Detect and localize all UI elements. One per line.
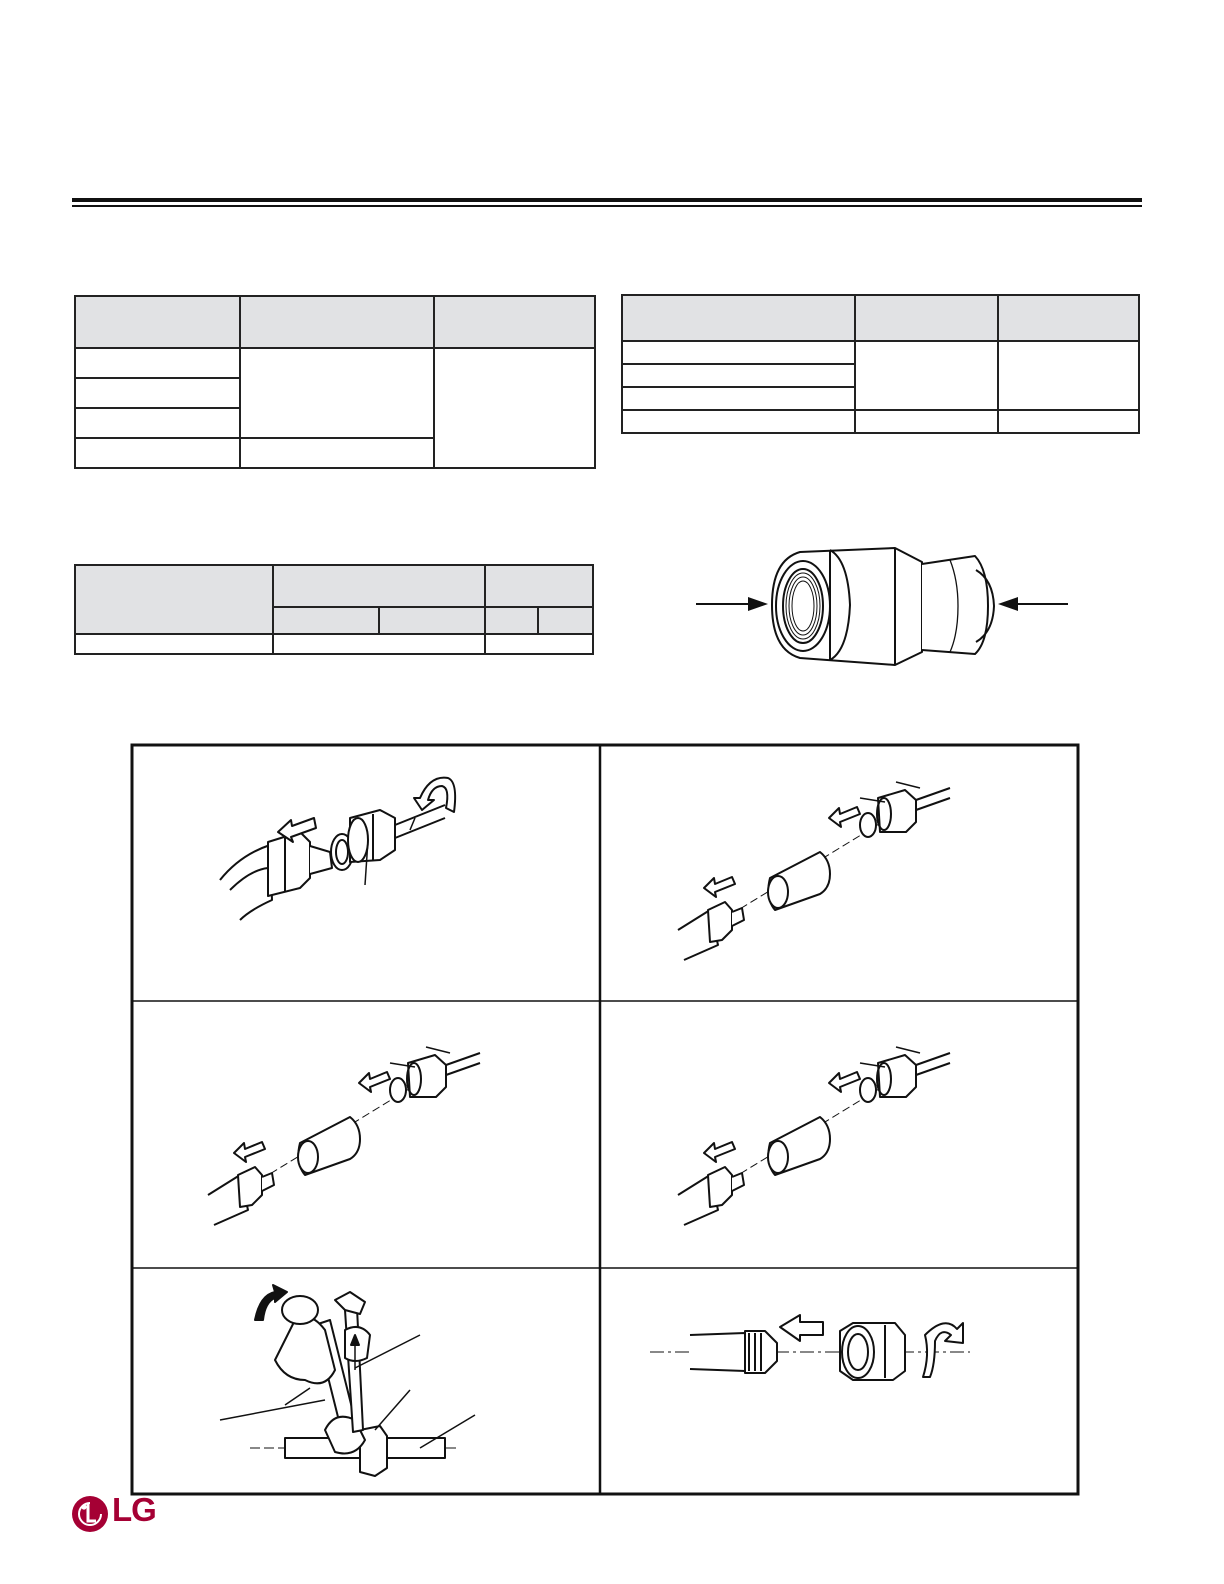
table-cell	[998, 410, 1139, 433]
table-row	[622, 341, 1139, 364]
step-panel-2	[670, 770, 960, 970]
table-cell	[240, 438, 434, 468]
gasket	[860, 1078, 876, 1102]
flare-nut	[408, 1055, 446, 1097]
table-header-cell	[485, 607, 538, 634]
table-cell	[485, 634, 593, 654]
table-cell	[240, 348, 434, 438]
table-header-cell	[75, 296, 240, 348]
table-header-cell	[998, 295, 1139, 341]
brand-logo-text: LG	[112, 1491, 156, 1528]
flare-fitting	[708, 902, 732, 942]
table-cell	[75, 634, 273, 654]
table-header-cell	[485, 565, 593, 607]
tube	[690, 1333, 745, 1371]
flare-nut	[878, 790, 916, 832]
header-rule-thin	[72, 205, 1142, 207]
step-panel-5	[215, 1280, 485, 1480]
table-header-cell	[855, 295, 998, 341]
table-cell	[622, 364, 855, 387]
table-header-cell	[273, 607, 379, 634]
gasket	[390, 1078, 406, 1102]
spec-table-1	[74, 295, 596, 469]
table-cell	[622, 387, 855, 410]
flare-fitting	[238, 1167, 262, 1207]
table-cell	[75, 378, 240, 408]
step-panel-4	[670, 1035, 960, 1235]
table-header-row	[75, 296, 595, 348]
table-cell	[273, 634, 485, 654]
table-cell	[434, 348, 595, 468]
lg-logo-icon	[70, 1494, 110, 1534]
table-header-cell	[434, 296, 595, 348]
table-cell	[855, 410, 998, 433]
gasket	[860, 813, 876, 837]
direction-arrow	[780, 1315, 823, 1341]
rotation-arrow	[414, 778, 455, 812]
table-cell	[855, 341, 998, 410]
table-row	[75, 348, 595, 378]
table-row	[622, 410, 1139, 433]
table-cell	[622, 341, 855, 364]
step-panel-1	[210, 760, 490, 940]
step-panel-6	[645, 1305, 975, 1395]
step-panel-3	[200, 1035, 490, 1235]
union-fitting-figure	[690, 540, 1080, 675]
table-cell	[998, 341, 1139, 410]
table-cell	[75, 348, 240, 378]
table-header-cell	[273, 565, 485, 607]
table-header-cell	[75, 565, 273, 634]
table-row	[75, 634, 593, 654]
table-header-cell	[622, 295, 855, 341]
table-header-row	[622, 295, 1139, 341]
spec-table-2	[621, 294, 1140, 434]
table-cell	[622, 410, 855, 433]
table-cell	[75, 438, 240, 468]
header-rule-thick	[72, 198, 1142, 202]
spec-table-3	[74, 564, 594, 655]
flare-fitting	[708, 1167, 732, 1207]
table-header-cell	[379, 607, 485, 634]
table-header-cell	[538, 607, 593, 634]
table-header-cell	[240, 296, 434, 348]
flare-nut	[360, 1426, 387, 1476]
rotation-arrow	[923, 1323, 963, 1377]
flare-nut	[878, 1055, 916, 1097]
table-header-row	[75, 565, 593, 607]
flare-fitting	[268, 832, 310, 896]
table-cell	[75, 408, 240, 438]
